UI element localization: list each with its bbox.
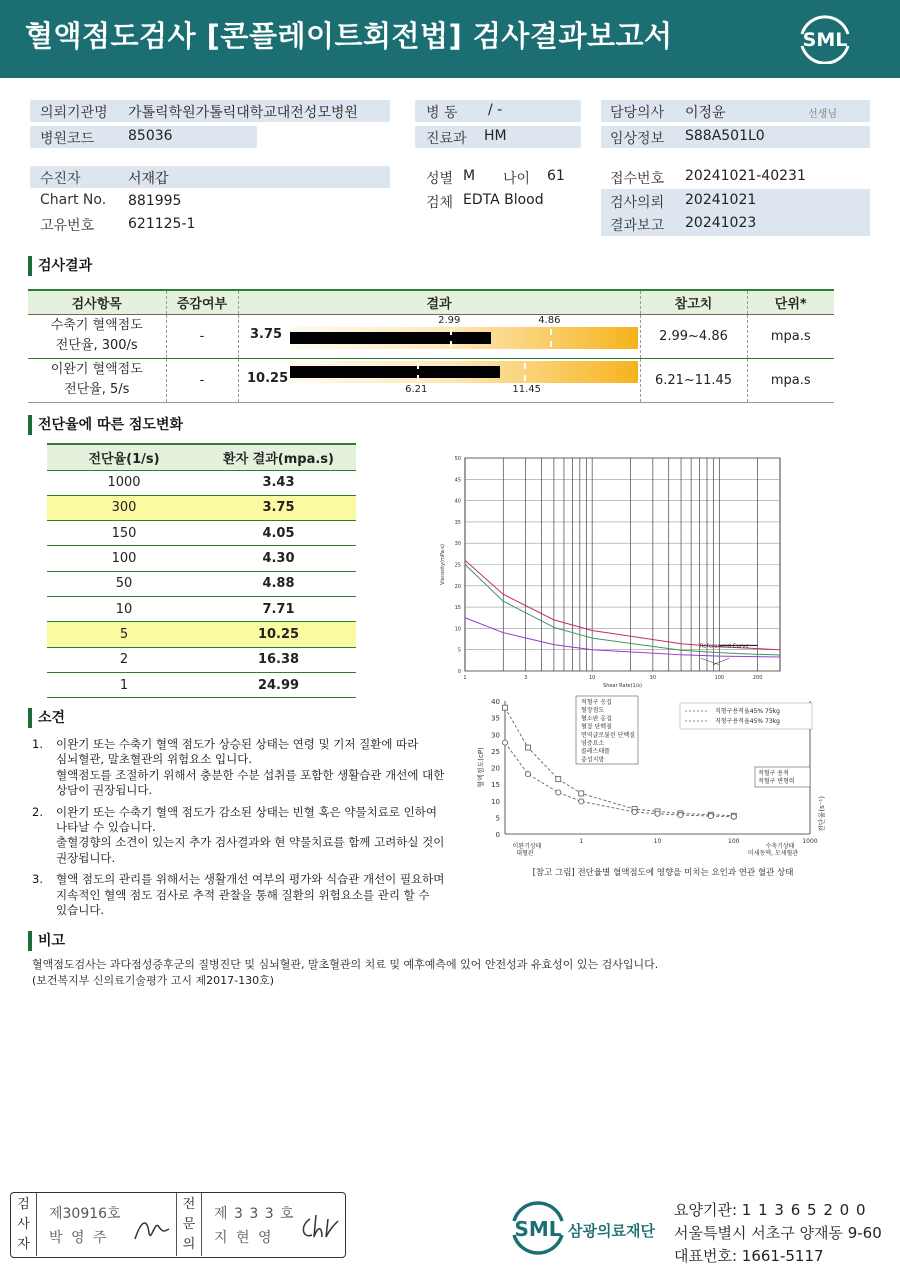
specialist-name: 지 현 영 [214, 1230, 274, 1246]
viscosity: 16.38 [201, 647, 356, 672]
rep-date-label: 결과보고 [610, 218, 665, 234]
x-note: 대혈관 [516, 850, 534, 857]
x-note: 미세동맥, 모세혈관 [747, 850, 799, 857]
flag: - [166, 314, 238, 358]
opinion-section-title: 소견 [28, 708, 65, 728]
series-point [678, 812, 683, 817]
y-tick-label: 25 [454, 562, 461, 569]
x-tick-label: 100 [714, 675, 725, 681]
req-inst-label: 의뢰기관명 [40, 105, 108, 121]
series-point [525, 772, 530, 777]
item-sub: 전단율, 5/s [64, 382, 130, 397]
y-tick-label: 50 [454, 456, 461, 462]
result-value: 3.75 [250, 327, 283, 342]
table-row [47, 546, 356, 571]
series-point [502, 740, 507, 745]
uid-label: 고유번호 [40, 218, 95, 234]
chart-value: 881995 [128, 193, 182, 209]
shear-section-title: 전단율에 따른 점도변화 [28, 415, 183, 435]
factor-label: 적혈구 응집 [581, 699, 612, 706]
remark-line: 혈액점도검사는 과다점성증후군의 질병진단 및 심뇌혈관, 말초혈관의 치료 및 예후예측에 있어 안전성과 유효성이 있는 검사입니다. [32, 958, 659, 971]
viscosity: 4.05 [201, 521, 356, 546]
ref-range: 2.99~4.86 [640, 314, 747, 358]
viscosity: 4.88 [201, 571, 356, 596]
table-row [47, 470, 356, 495]
y-tick-label: 0 [495, 831, 500, 839]
phone-label: 대표번호: [674, 1247, 738, 1265]
ref-high-label: 4.86 [538, 315, 561, 326]
factor-label: 염증요소 [581, 740, 605, 747]
code-line [674, 1199, 867, 1220]
item-num: 3. [32, 872, 43, 887]
series-point [525, 745, 530, 750]
item-text: 혈액 점도의 관리를 위해서는 생활개선 여부의 평가와 식습관 개선이 필요하며 지속적인 혈액 점도 검사로 추적 관찰을 통해 질환의 위험요소를 관리 할 수 있습니다. [56, 872, 445, 918]
y-tick-label: 10 [454, 626, 461, 633]
series-point [731, 814, 736, 819]
legend-box [680, 703, 812, 729]
table-row [47, 672, 356, 697]
viscosity: 4.30 [201, 546, 356, 571]
shear-rate: 5 [47, 622, 201, 647]
doctor-value: 이정윤 [685, 105, 726, 121]
viscosity: 10.25 [201, 622, 356, 647]
col-header: 검사항목 [28, 290, 166, 314]
col-header: 환자 결과(mpa.s) [201, 444, 356, 470]
y-tick-label: 40 [491, 698, 500, 706]
legend-label: 직형구용적율45% 75kg [715, 708, 780, 715]
annotation: Referenced Curve [699, 643, 749, 650]
opinion-list [32, 737, 452, 918]
ref-low-label: 2.99 [438, 315, 461, 326]
y-tick-label: 35 [454, 519, 461, 526]
series-point [556, 777, 561, 782]
legend-label: 직형구용적율45% 73kg [715, 718, 780, 725]
series-point [503, 705, 508, 710]
shear-rate: 2 [47, 647, 201, 672]
dept-value: HM [484, 128, 507, 144]
table-row [47, 596, 356, 621]
col-header: 전단율(1/s) [47, 444, 201, 470]
item-name: 수축기 혈액점도 [50, 318, 143, 333]
result-value: 10.25 [247, 371, 289, 386]
chart-label: Chart No. [40, 192, 107, 208]
signature-box [10, 1192, 346, 1258]
remark-section-title: 비고 [28, 931, 65, 951]
sml-brand-icon [508, 1199, 568, 1257]
col-header: 단위* [747, 290, 834, 314]
result-gauge [290, 361, 638, 383]
table-row [47, 571, 356, 596]
y-tick-label: 35 [491, 714, 500, 723]
series-point [579, 799, 584, 804]
brand-name: 삼광의료재단 [568, 1222, 655, 1240]
report-header [0, 0, 900, 78]
x-tick-label: 200 [752, 675, 763, 681]
y-axis-label: Viscosity(mPa·s) [440, 544, 446, 585]
inspector-name: 박 영 주 [49, 1230, 109, 1246]
x-tick-label: 1 [463, 675, 467, 681]
y-tick-label: 40 [454, 498, 461, 505]
x-tick-label: 3 [524, 675, 528, 681]
doctor-label: 담당의사 [610, 105, 665, 121]
viscosity: 24.99 [201, 672, 356, 697]
y-tick-label: 45 [454, 477, 461, 484]
factor-label: 면역글로불린 단백질 [581, 731, 636, 739]
ref-low-label: 6.21 [405, 384, 428, 395]
inspector-signature [131, 1213, 171, 1245]
clinic-value: S88A501L0 [685, 128, 765, 144]
unit: mpa.s [747, 314, 834, 358]
y-tick-label: 5 [495, 814, 500, 823]
x-tick-label: 10 [588, 675, 596, 681]
svg-text:SML: SML [514, 1217, 562, 1241]
y-tick-label: 30 [454, 541, 461, 548]
factor-label: 혈장점도 [581, 707, 605, 715]
factor-label: 혈장 단백질 [581, 723, 612, 731]
info-bar [30, 166, 390, 188]
factor-label: 콜레스테롤 [581, 748, 610, 756]
factor-label: 혈소판 응집 [581, 715, 612, 723]
age-label: 나이 [503, 171, 531, 187]
viscosity: 7.71 [201, 596, 356, 621]
results-section-title: 검사결과 [28, 256, 92, 276]
shear-rate: 1000 [47, 470, 201, 495]
code-label: 요양기관: [674, 1201, 738, 1219]
sex-value: M [463, 168, 476, 184]
ref-high-label: 11.45 [512, 384, 542, 395]
rep-date-value: 20241023 [685, 215, 757, 231]
clinic-label: 임상정보 [610, 131, 665, 147]
table-row [47, 647, 356, 672]
patient-label: 수진자 [40, 171, 81, 187]
dept-label: 진료과 [426, 131, 467, 147]
y-tick-label: 25 [491, 747, 500, 756]
shear-rate: 50 [47, 571, 201, 596]
req-date-label: 검사의뢰 [610, 195, 665, 211]
x-axis-label: Shear Rate(1/s) [603, 683, 642, 689]
phone-value: 1661-5117 [741, 1247, 824, 1265]
y-tick-label: 30 [491, 731, 500, 740]
item-text: 이완기 또는 수축기 혈액 점도가 상승된 상태는 연령 및 기저 질환에 따라 심뇌혈관, 말초혈관의 위험요소 입니다. 혈액점도를 조절하기 위해서 충분한 수분 섭취를 포함한 생활습관 개선에 대한 상담이 권장됩니다. [56, 737, 445, 798]
reference-chart [475, 693, 835, 883]
specialist-no: 제 3 3 3 호 [214, 1206, 295, 1222]
req-date-value: 20241021 [685, 192, 757, 208]
hosp-code-label: 병원코드 [40, 131, 95, 147]
shear-table [47, 443, 356, 698]
item-sub: 전단율, 300/s [55, 338, 138, 353]
col-header: 참고치 [640, 290, 747, 314]
factor-label: 적혈구 변형력 [758, 778, 795, 785]
ref-range: 6.21~11.45 [640, 358, 747, 402]
phone-line [674, 1245, 824, 1266]
y-tick-label: 20 [454, 583, 461, 590]
shear-rate: 150 [47, 521, 201, 546]
y-tick-label: 10 [491, 797, 500, 806]
x-note: 이완기상태 [512, 843, 542, 850]
gauge-tick [524, 363, 526, 381]
recv-value: 20241021-40231 [685, 168, 806, 184]
item-num: 2. [32, 804, 43, 819]
doctor-suffix: 선생님 [808, 109, 837, 120]
specimen-label: 검체 [426, 195, 454, 211]
req-inst-value: 가톨릭학원가톨릭대학교대전성모병원 [128, 105, 358, 121]
gauge-tick [450, 329, 452, 347]
y-tick-label: 15 [491, 781, 500, 790]
shear-rate: 100 [47, 546, 201, 571]
viscosity: 3.43 [201, 470, 356, 495]
ward-value: / - [488, 102, 503, 118]
specialist-label: 전 문 의 [176, 1193, 202, 1256]
gauge-fill [290, 332, 491, 344]
specimen-value: EDTA Blood [463, 192, 544, 208]
gauge-tick [550, 329, 552, 347]
ward-label: 병 동 [426, 105, 458, 121]
table-row [47, 495, 356, 520]
address: 서울특별시 서초구 양재동 9-60 [674, 1224, 882, 1242]
gauge-tick [417, 363, 419, 381]
x-tick-label: 1000 [802, 838, 818, 845]
flag: - [166, 358, 238, 402]
series-point [655, 811, 660, 816]
uid-value: 621125-1 [128, 216, 196, 232]
patient-value: 서재갑 [128, 171, 169, 187]
item-text: 이완기 또는 수축기 혈액 점도가 감소된 상태는 빈혈 혹은 약물치료로 인하여 나타날 수 있습니다. 출혈경향의 소견이 있는지 추가 검사결과와 현 약물치료를 함께 고려하실 것이 권장됩니다. [56, 804, 445, 865]
unit: mpa.s [747, 358, 834, 402]
viscosity-chart [430, 450, 790, 695]
x-tick-label: 30 [649, 675, 657, 681]
remark-line: (보건복지부 신의료기술평가 고시 제2017-130호) [32, 974, 275, 987]
x-tick-label: 100 [728, 838, 740, 845]
specialist-signature [296, 1211, 340, 1243]
series-point [579, 791, 584, 796]
x-tick-label: 1 [579, 838, 584, 845]
y-tick-label: 0 [457, 669, 461, 675]
table-row [47, 521, 356, 546]
item-name: 이완기 혈액점도 [50, 362, 143, 377]
series-point [632, 809, 637, 814]
list-item [32, 805, 452, 867]
gauge-fill [290, 366, 500, 378]
table-row [47, 622, 356, 647]
shear-rate: 1 [47, 672, 201, 697]
right-axis-label: 전단율(s⁻¹) [818, 796, 826, 832]
report-title: 혈액점도검사 [콘플레이트회전법] 검사결과보고서 [25, 19, 673, 53]
recv-label: 접수번호 [610, 171, 665, 187]
x-note: 수축기상태 [765, 843, 795, 850]
hosp-code-value: 85036 [128, 128, 173, 144]
svg-text:SML: SML [802, 29, 848, 51]
item-num: 1. [32, 737, 43, 751]
list-item [32, 737, 452, 799]
result-gauge [290, 327, 638, 349]
col-header: 결과 [238, 290, 640, 314]
y-tick-label: 20 [491, 764, 500, 773]
list-item [32, 872, 452, 918]
factor-label: 중성지방 [581, 756, 605, 764]
y-tick-label: 5 [457, 647, 461, 654]
y-tick-label: 15 [454, 605, 461, 612]
col-header: 증감여부 [166, 290, 238, 314]
y-axis-label: 혈액점도(cP) [477, 747, 485, 788]
sex-label: 성별 [426, 171, 454, 187]
viscosity: 3.75 [201, 495, 356, 520]
inspector-no: 제30916호 [49, 1206, 121, 1222]
sml-logo-icon [796, 14, 854, 64]
series-point [708, 813, 713, 818]
code-value: 1 1 3 6 5 2 0 0 [741, 1201, 867, 1219]
inspector-label: 검 사 자 [11, 1193, 37, 1256]
x-tick-label: 10 [653, 838, 662, 845]
factor-label: 적혈구 용적 [758, 770, 789, 777]
shear-rate: 300 [47, 495, 201, 520]
chart-caption: [참고 그림] 전단율별 혈액점도에 영향을 미치는 요인과 연관 혈관 상태 [532, 868, 794, 878]
shear-rate: 10 [47, 596, 201, 621]
series-point [556, 790, 561, 795]
age-value: 61 [547, 168, 565, 184]
